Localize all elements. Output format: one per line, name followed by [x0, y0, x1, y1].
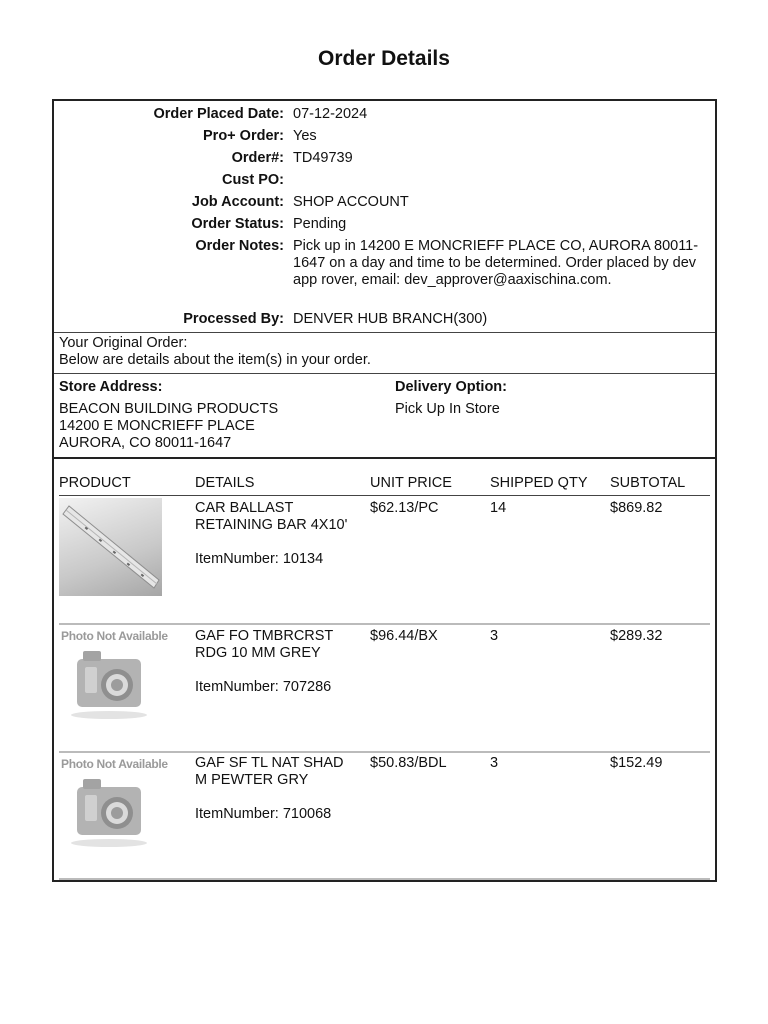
- original-order-description: Below are details about the item(s) in your order.: [59, 352, 371, 368]
- steel-bar-icon: [59, 498, 162, 596]
- header-divider: [59, 495, 710, 496]
- column-header-shipped-qty: SHIPPED QTY: [490, 475, 588, 491]
- photo-not-available-text: Photo Not Available: [61, 757, 168, 771]
- item-1-name-line-2: RETAINING BAR 4X10': [195, 517, 348, 533]
- item-1-subtotal: $869.82: [610, 500, 663, 516]
- item-3-unit-price: $50.83/BDL: [370, 755, 447, 771]
- order-items-table: [54, 457, 715, 882]
- column-header-details: DETAILS: [195, 475, 255, 491]
- delivery-option-label: Delivery Option:: [395, 379, 507, 395]
- store-delivery-section: [54, 373, 715, 458]
- order-number-value: TD49739: [293, 150, 353, 166]
- item-2-subtotal: $289.32: [610, 628, 663, 644]
- order-notes-value: Pick up in 14200 E MONCRIEFF PLACE CO, AURORA 80011-1647 on a day and time to be determined. Order placed by dev app rover, email: dev_approver@aaxischina.com.: [293, 238, 699, 288]
- camera-icon: [59, 627, 169, 727]
- job-account-value: SHOP ACCOUNT: [293, 194, 409, 210]
- item-1-item-number: ItemNumber: 10134: [195, 551, 324, 567]
- pro-order-label: Pro+ Order:: [203, 128, 284, 144]
- row-divider: [59, 751, 710, 753]
- row-divider: [59, 878, 710, 880]
- order-status-value: Pending: [293, 216, 347, 232]
- order-summary-section: [54, 101, 715, 332]
- original-order-heading: Your Original Order:: [59, 335, 188, 351]
- item-3-subtotal: $152.49: [610, 755, 663, 771]
- item-1-unit-price: $62.13/PC: [370, 500, 439, 516]
- item-1-name-line-1: CAR BALLAST: [195, 500, 294, 516]
- product-image-not-available: [59, 755, 169, 855]
- photo-not-available-text: Photo Not Available: [61, 629, 168, 643]
- item-3-name-line-2: M PEWTER GRY: [195, 772, 309, 788]
- delivery-option-value: Pick Up In Store: [395, 401, 500, 417]
- order-placed-date-value: 07-12-2024: [293, 106, 368, 122]
- order-notes-label: Order Notes:: [195, 238, 284, 254]
- item-2-shipped-qty: 3: [490, 628, 499, 644]
- order-details-frame: [52, 99, 717, 882]
- cust-po-label: Cust PO:: [221, 172, 284, 188]
- item-3-name-line-1: GAF SF TL NAT SHAD: [195, 755, 344, 771]
- order-placed-date-label: Order Placed Date:: [153, 106, 284, 122]
- store-address-line-2: 14200 E MONCRIEFF PLACE: [59, 418, 255, 434]
- item-2-item-number: ItemNumber: 707286: [195, 679, 332, 695]
- job-account-label: Job Account:: [191, 194, 284, 210]
- item-1-shipped-qty: 14: [490, 500, 507, 516]
- store-address-label: Store Address:: [59, 379, 163, 395]
- item-3-item-number: ItemNumber: 710068: [195, 806, 332, 822]
- order-number-label: Order#:: [231, 150, 284, 166]
- row-divider: [59, 623, 710, 625]
- original-order-section: [54, 332, 715, 373]
- product-image-steel-bar: [59, 498, 162, 596]
- column-header-unit-price: UNIT PRICE: [370, 475, 452, 491]
- store-address-line-1: BEACON BUILDING PRODUCTS: [59, 401, 279, 417]
- camera-icon: [59, 755, 169, 855]
- store-address-line-3: AURORA, CO 80011-1647: [59, 435, 232, 451]
- processed-by-label: Processed By:: [183, 311, 284, 327]
- page-title: Order Details: [318, 47, 450, 70]
- item-2-unit-price: $96.44/BX: [370, 628, 438, 644]
- column-header-subtotal: SUBTOTAL: [610, 475, 686, 491]
- column-header-product: PRODUCT: [59, 475, 131, 491]
- processed-by-value: DENVER HUB BRANCH(300): [293, 311, 488, 327]
- product-image-not-available: [59, 627, 169, 727]
- item-2-name-line-2: RDG 10 MM GREY: [195, 645, 321, 661]
- item-2-name-line-1: GAF FO TMBRCRST: [195, 628, 334, 644]
- item-3-shipped-qty: 3: [490, 755, 499, 771]
- order-status-label: Order Status:: [191, 216, 284, 232]
- pro-order-value: Yes: [293, 128, 317, 144]
